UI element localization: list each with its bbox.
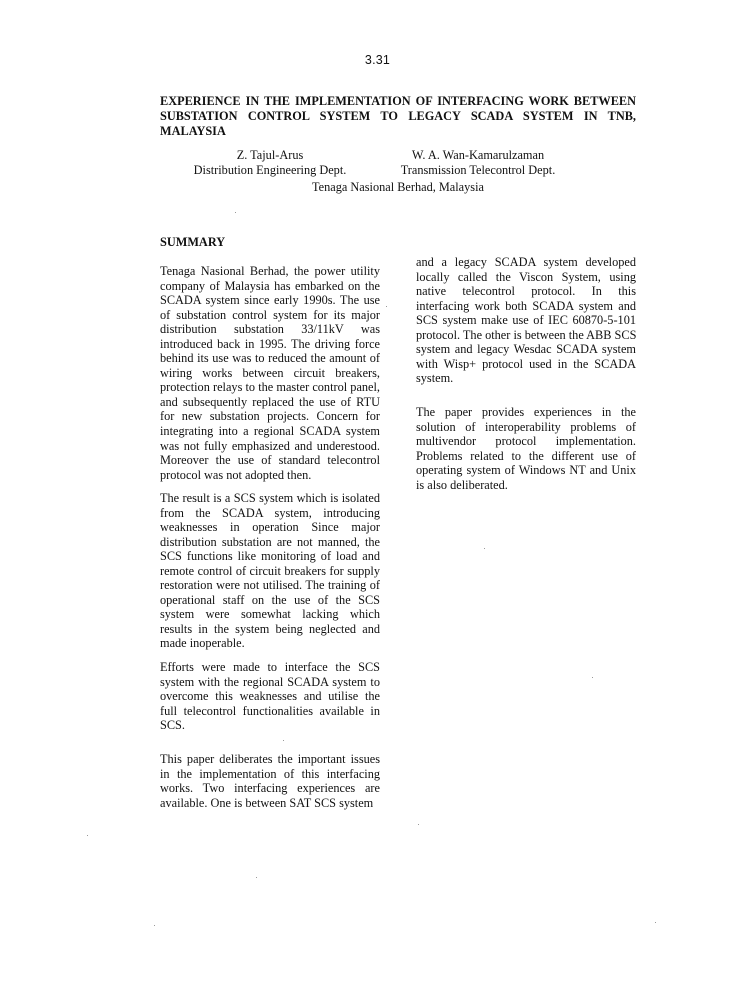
scan-speck [87, 835, 88, 836]
text-line: behind its use was to reduced the amount of [160, 351, 380, 366]
summary-paragraph-6 [416, 405, 636, 492]
text-line: SCS functions like monitoring of load and [160, 549, 380, 564]
text-line: Tenaga Nasional Berhad, the power utility [160, 264, 380, 278]
scan-speck [484, 548, 485, 549]
text-line: remote control of circuit breakers for supply [160, 563, 380, 578]
summary-paragraph-3 [160, 660, 380, 733]
text-line: The result is a SCS system which is isolated [160, 491, 380, 505]
text-line: made inoperable. [160, 636, 245, 651]
text-line: SCADA system since early 1990s. The use [160, 293, 380, 308]
text-line: protection relays to the master control panel, [160, 380, 380, 395]
text-line: from the SCADA system, introducing [160, 505, 380, 520]
author-department: Transmission Telecontrol Dept. [400, 163, 556, 177]
author-name: W. A. Wan-Kamarulzaman [411, 148, 545, 162]
paper-title [160, 94, 636, 139]
text-line: with Wisp+ protocol used in the SCADA [416, 356, 636, 371]
summary-paragraph-4 [160, 752, 380, 810]
text-line: operational staff on the use of the SCS [160, 592, 380, 607]
summary-paragraph-5 [416, 255, 636, 386]
scan-speck [655, 922, 656, 923]
text-line: wiring works between circuit breakers, [160, 365, 380, 380]
text-line: restoration were not utilised. The training of [160, 578, 380, 593]
text-line: overcome this weaknesses and utilise the [160, 689, 380, 704]
author-department: Distribution Engineering Dept. [193, 163, 347, 177]
text-line: results in the system being neglected and [160, 621, 380, 636]
text-line: SCS. [160, 718, 185, 733]
title-line: SUBSTATION CONTROL SYSTEM TO LEGACY SCADA SYSTEM IN TNB, [160, 109, 636, 123]
scan-speck [235, 212, 236, 213]
text-line: weaknesses in operation Since major [160, 520, 380, 535]
text-line: works. Two interfacing experiences are [160, 781, 380, 796]
text-line: system were somewhat lacking which [160, 607, 380, 622]
text-line: is also deliberated. [416, 477, 508, 492]
scan-speck [256, 877, 257, 878]
text-line: system with the regional SCADA system to [160, 674, 380, 689]
text-line: integrating into a regional SCADA system [160, 424, 380, 439]
author-name: Z. Tajul-Arus [236, 148, 304, 162]
scan-speck [283, 740, 284, 741]
text-line: and a legacy SCADA system developed [416, 255, 636, 269]
scan-speck [592, 677, 593, 678]
text-line: and subsequently replaced the use of RTU [160, 394, 380, 409]
text-line: distribution substation 33/11kV was [160, 322, 380, 337]
text-line: protocol. The other is between the ABB SCS [416, 327, 637, 342]
scan-speck [386, 306, 387, 307]
text-line: protocol was not adopted then. [160, 467, 312, 482]
scan-speck [418, 824, 419, 825]
summary-paragraph-2 [160, 491, 380, 651]
author-2 [386, 148, 570, 178]
text-line: introduced back in 1995. The driving force [160, 336, 380, 351]
text-line: The paper provides experiences in the [416, 405, 636, 419]
text-line: This paper deliberates the important issues [160, 752, 380, 766]
text-line: multivendor protocol implementation. [416, 434, 636, 449]
text-line: Problems related to the different use of [416, 448, 636, 463]
author-1 [180, 148, 360, 178]
text-line: distribution substation are not manned, the [160, 534, 380, 549]
title-line: MALAYSIA [160, 124, 226, 138]
text-line: available. One is between SAT SCS system [160, 795, 374, 810]
scan-speck [154, 925, 155, 926]
text-line: native telecontrol protocol. In this [416, 284, 636, 299]
text-line: solution of interoperability problems of [416, 419, 636, 434]
section-heading-summary: SUMMARY [160, 235, 226, 249]
text-line: system. [416, 371, 454, 386]
author-organization: Tenaga Nasional Berhad, Malaysia [312, 180, 484, 194]
text-line: operating system of Windows NT and Unix [416, 463, 636, 478]
page-number: 3.31 [364, 53, 391, 67]
text-line: in the implementation of this interfacing [160, 766, 380, 781]
summary-paragraph-1 [160, 264, 380, 482]
text-line: of substation control system for its major [160, 307, 380, 322]
text-line: company of Malaysia has embarked on the [160, 278, 380, 293]
text-line: system and legacy Wesdac SCADA system [416, 342, 636, 357]
text-line: Moreover the use of standard telecontrol [160, 453, 380, 468]
text-line: SCS system make use of IEC 60870-5-101 [416, 313, 636, 328]
text-line: for new substation projects. Concern for [160, 409, 380, 424]
text-line: was not fully emphasized and underestood. [160, 438, 380, 453]
title-line: EXPERIENCE IN THE IMPLEMENTATION OF INTERFACING WORK BETWEEN [160, 94, 636, 108]
text-line: Efforts were made to interface the SCS [160, 660, 380, 674]
text-line: interfacing work both SCADA system and [416, 298, 636, 313]
text-line: full telecontrol functionalities available in [160, 703, 380, 718]
text-line: locally called the Viscon System, using [416, 269, 636, 284]
